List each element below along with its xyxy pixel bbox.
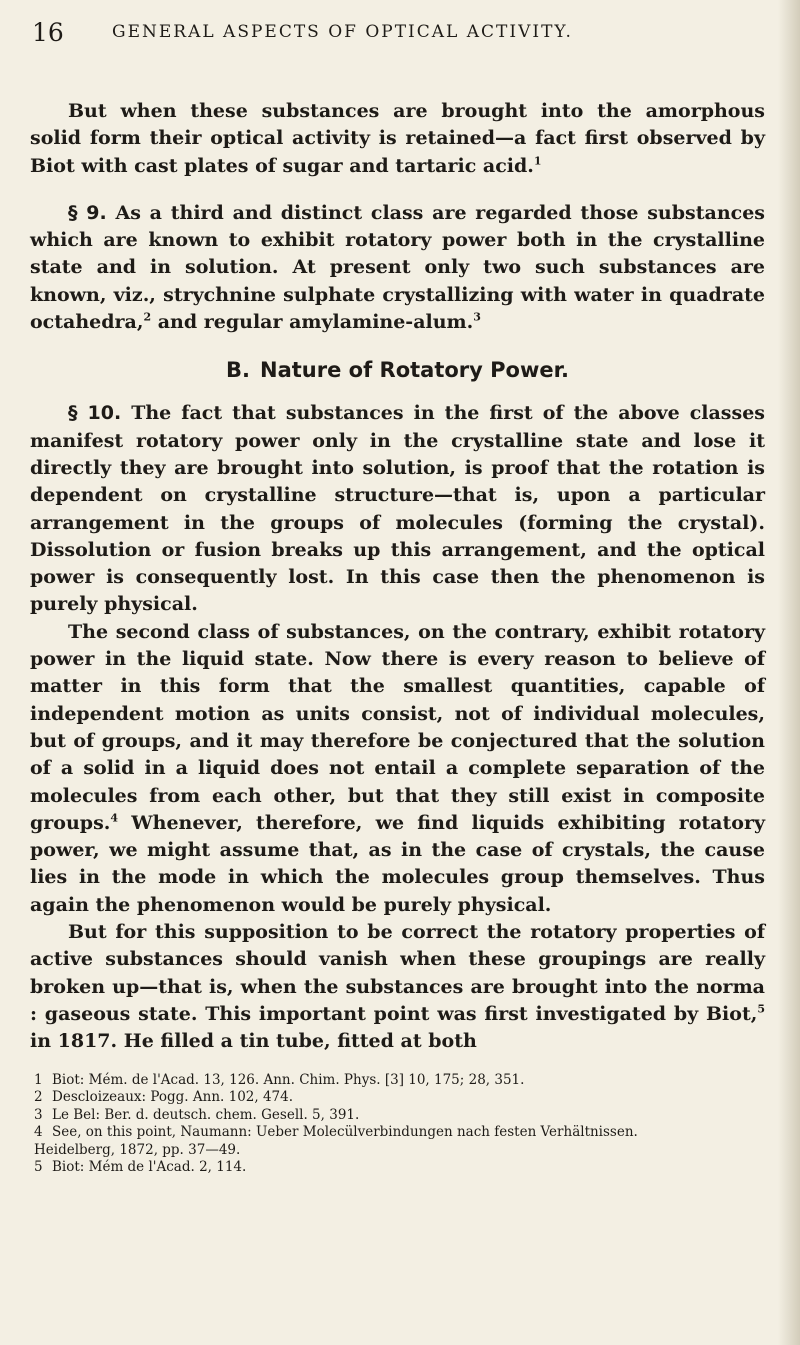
footnote-ref-1: 1	[533, 154, 542, 168]
page-edge-shadow	[778, 0, 800, 1345]
footnote-ref-2: 2	[143, 310, 152, 324]
section-heading	[30, 358, 765, 382]
footnote-2: 2 Descloizeaux: Pogg. Ann. 102, 474.	[34, 1089, 294, 1105]
footnote-4: 4 See, on this point, Naumann: Ueber Molecülverbindungen nach festen Verhältnissen.	[34, 1124, 638, 1140]
footnote-1: 1 Biot: Mém. de l'Acad. 13, 126. Ann. Chim. Phys. [3] 10, 175; 28, 351.	[34, 1071, 525, 1088]
paragraph-second-class: The second class of substances, on the contrary, exhibit rotatory power in the liquid state. Now there is every reason to believe of matter in this form that the smallest quantities, capable of independent motion as units consist, not of individual molecules, but of groups, and it may therefore be conjectured that the solution of a solid in a liquid does not entail a complete separation of the molecules from each other, but that they still exist in composite groups.$^4$ Whenever, therefore, we find liquids exhibiting rotatory power, we might assume that, as in the case of crystals, the cause lies in the mode in which the molecules group themselves. Thus again the phenomenon would be purely physical.	[30, 620, 765, 916]
footnote-5: 5 Biot: Mém de l'Acad. 2, 114.	[34, 1159, 247, 1175]
section-mark-10: § 10.	[68, 402, 122, 425]
footnote-ref-3: 3	[473, 310, 481, 324]
section-mark-9: § 9.	[68, 201, 107, 224]
paragraph-1: But when these substances are brought into the amorphous solid form their optical activity is retained—a fact first observed by Biot with cast plates of sugar and tartaric acid.$^1$	[30, 100, 765, 177]
page-number: 16	[32, 18, 64, 47]
footnote-ref-4: 4	[110, 811, 119, 825]
running-head: GENERAL ASPECTS OF OPTICAL ACTIVITY.	[112, 22, 573, 42]
footnote-ref-5: 5	[757, 1002, 765, 1016]
footnote-4-continued: Heidelberg, 1872, pp. 37—49.	[34, 1141, 241, 1158]
footnote-3: 3 Le Bel: Ber. d. deutsch. chem. Gesell. 5, 391.	[34, 1106, 360, 1123]
page-header	[30, 8, 765, 52]
paragraph-section-9: § 9. As a third and distinct class are regarded those substances which are known to exhibit rotatory power both in the crystalline state and in solution. At present only two such substances are known, viz., strychnine sulphate crystallizing with water in quadrate octahedra,$^2$ and regular amylamine-alum.$^3$	[30, 201, 765, 334]
book-page	[30, 8, 765, 1177]
paragraph-section-10: § 10. The fact that substances in the first of the above classes manifest rotatory power only in the crystalline state and lose it directly they are brought into solution, is proof that the rotation is dependent on crystalline structure—that is, upon a particular arrangement in the groups of molecules (forming the crystal). Dissolution or fusion breaks up this arrangement, and the optical power is consequently lost. In this case then the phenomenon is purely physical.	[30, 402, 765, 616]
page-body	[30, 98, 765, 1056]
heading-letter: B.	[226, 358, 251, 383]
heading-title: Nature of Rotatory Power.	[260, 358, 569, 383]
paragraph-supposition: But for this supposition to be correct the rotatory properties of active substances should vanish when these groupings are really broken up—that is, when the substances are brought into the norma : gaseous state. This important point was first investigated by Biot,$^5$ in 1817. He filled a tin tube, fitted at both	[30, 921, 765, 1053]
footnotes	[30, 1072, 765, 1177]
